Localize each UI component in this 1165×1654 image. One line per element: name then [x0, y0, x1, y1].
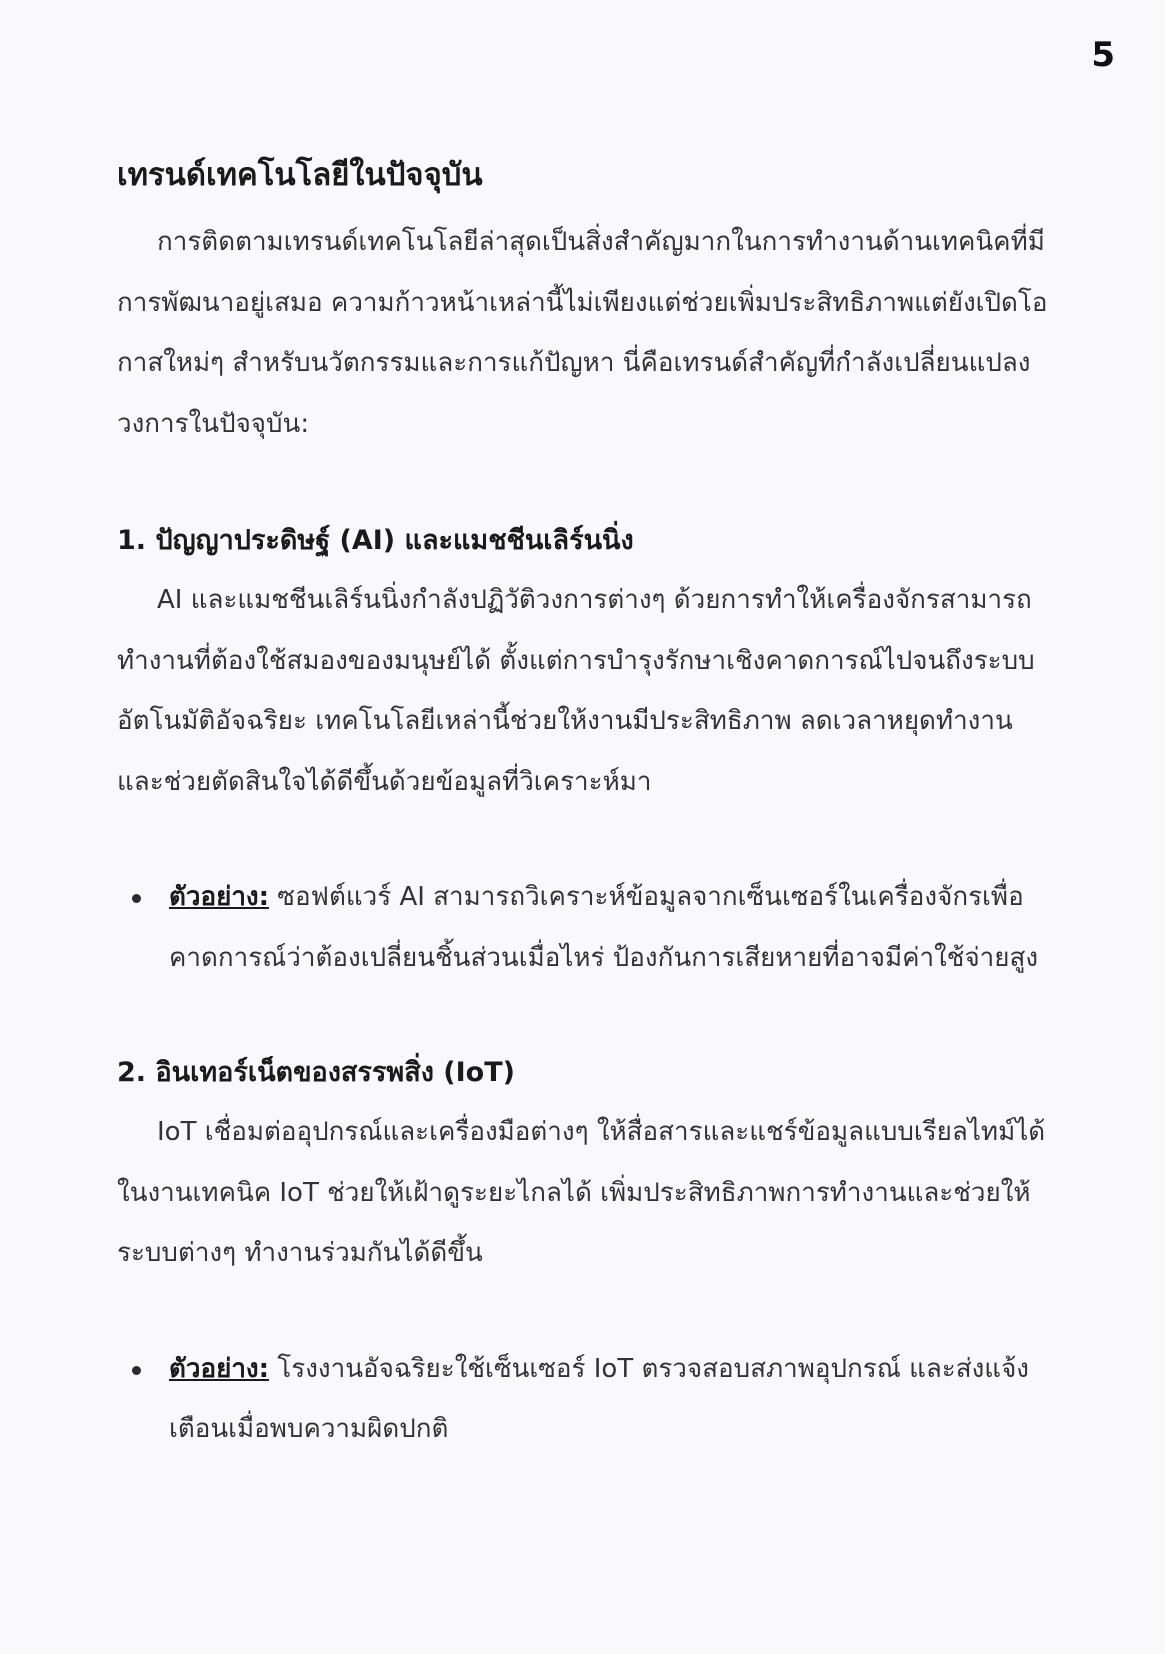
example-text: ซอฟต์แวร์ AI สามารถวิเคราะห์ข้อมูลจากเซ็นเซอร์ในเครื่องจักรเพื่อคาดการณ์ว่าต้องเปลี่ยนชิ้นส่วนเมื่อไหร่ ป้องกันการเสียหายที่อาจมีค่าใช้จ่ายสูง: [169, 882, 1039, 973]
bullet-dot-icon: [132, 894, 141, 903]
page-title: เทรนด์เทคโนโลยีในปัจจุบัน: [117, 157, 483, 193]
section-body-ai: AI และแมชชีนเลิร์นนิ่งกำลังปฏิวัติวงการต่างๆ ด้วยการทำให้เครื่องจักรสามารถทำงานที่ต้องใช้สมองของมนุษย์ได้ ตั้งแต่การบำรุงรักษาเชิงคาดการณ์ไปจนถึงระบบอัตโนมัติอัจฉริยะ เทคโนโลยีเหล่านี้ช่วยให้งานมีประสิทธิภาพ ลดเวลาหยุดทำงาน และช่วยตัดสินใจได้ดีขึ้นด้วยข้อมูลที่วิเคราะห์มา: [117, 585, 1035, 797]
example-label: ตัวอย่าง:: [169, 1353, 270, 1384]
bullet-dot-icon: [132, 1366, 141, 1375]
intro-paragraph: การติดตามเทรนด์เทคโนโลยีล่าสุดเป็นสิ่งสำคัญมากในการทำงานด้านเทคนิคที่มีการพัฒนาอยู่เสมอ ความก้าวหน้าเหล่านี้ไม่เพียงแต่ช่วยเพิ่มประสิทธิภาพแต่ยังเปิดโอกาสใหม่ๆ สำหรับนวัตกรรมและการแก้ปัญหา นี่คือเทรนด์สำคัญที่กำลังเปลี่ยนแปลงวงการในปัจจุบัน:: [117, 227, 1048, 439]
document-body: [117, 150, 1067, 1460]
example-bullet-ai: [117, 867, 1067, 988]
section-heading-ai: 1. ปัญญาประดิษฐ์ (AI) และแมชชีนเลิร์นนิ่ง: [117, 525, 634, 556]
section-ai: [117, 516, 1067, 988]
section-iot: [117, 1048, 1067, 1460]
example-label: ตัวอย่าง:: [169, 882, 270, 912]
page-number: 5: [1091, 35, 1115, 75]
section-heading-iot: 2. อินเทอร์เน็ตของสรรพสิ่ง (IoT): [117, 1057, 515, 1088]
example-bullet-iot: [117, 1339, 1067, 1460]
section-body-iot: IoT เชื่อมต่ออุปกรณ์และเครื่องมือต่างๆ ให้สื่อสารและแชร์ข้อมูลแบบเรียลไทม์ได้ ในงานเทคนิค IoT ช่วยให้เฝ้าดูระยะไกลได้ เพิ่มประสิทธิภาพการทำงานและช่วยให้ระบบต่างๆ ทำงานร่วมกันได้ดีขึ้น: [117, 1117, 1046, 1268]
example-text: โรงงานอัจฉริยะใช้เซ็นเซอร์ IoT ตรวจสอบสภาพอุปกรณ์ และส่งแจ้งเตือนเมื่อพบความผิดปกติ: [169, 1353, 1029, 1444]
